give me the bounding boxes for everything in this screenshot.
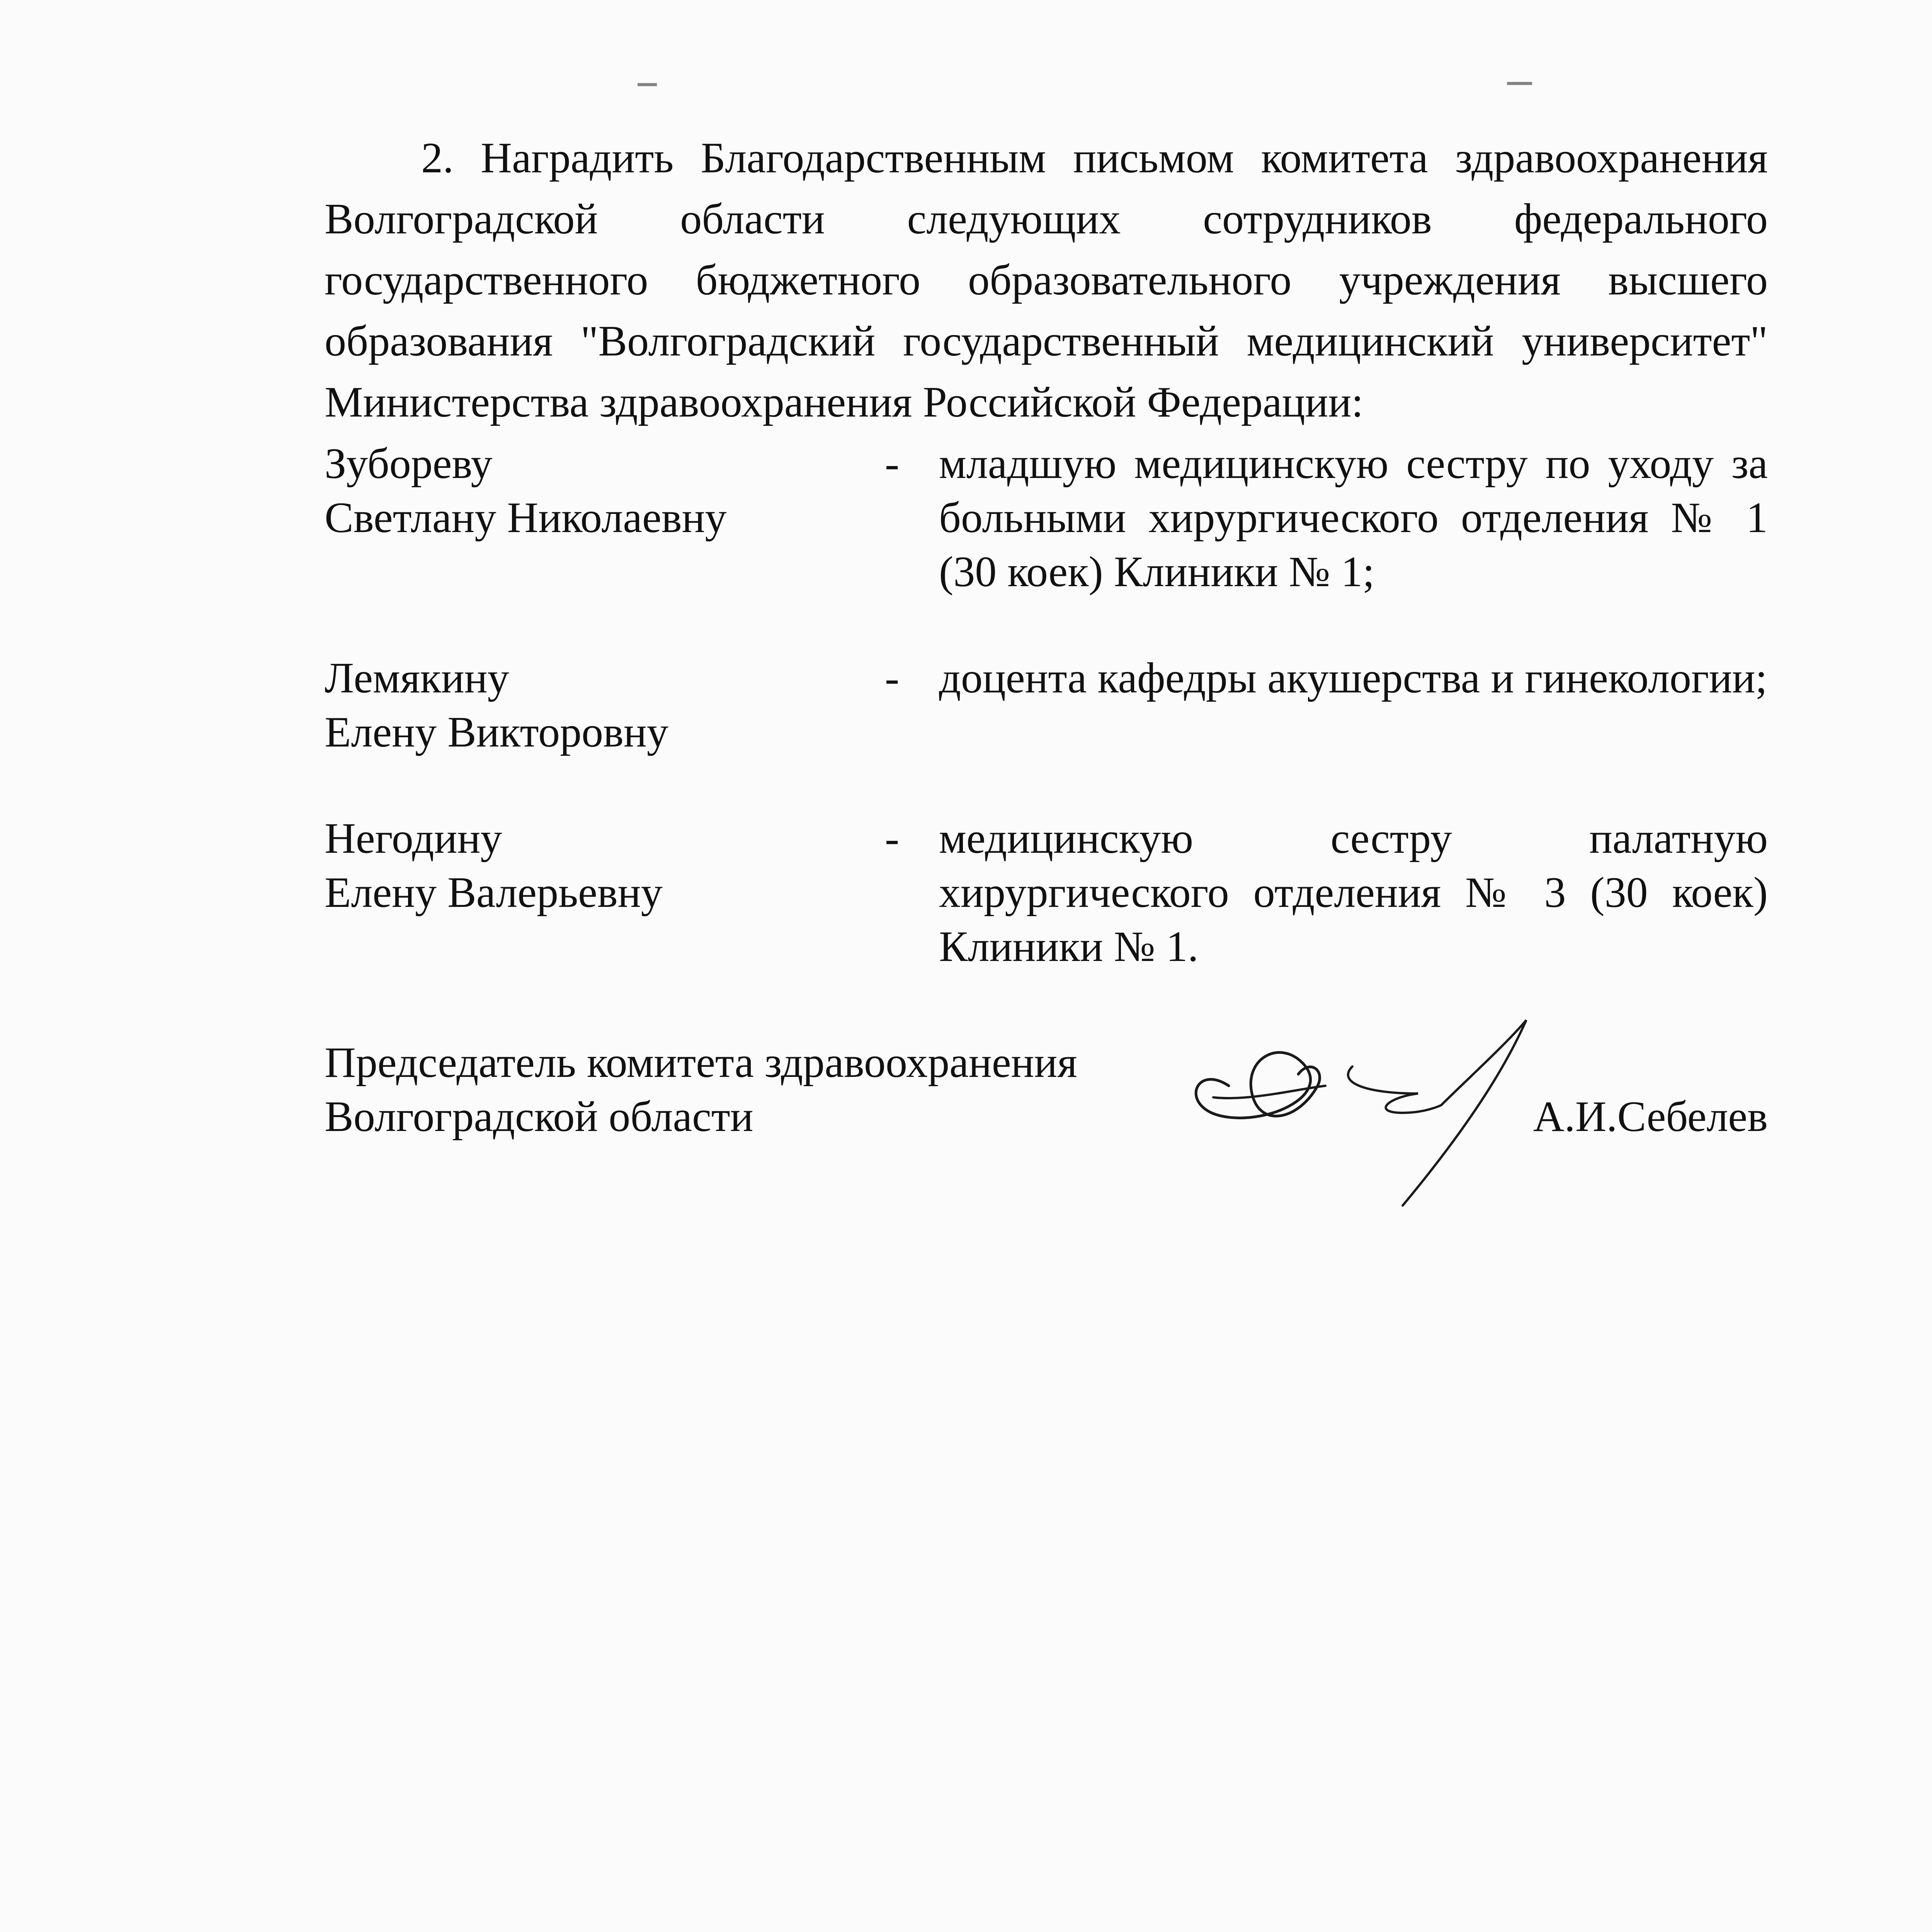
awardee-surname: Зубореву — [325, 440, 493, 488]
awardee-dash: - — [885, 440, 900, 488]
signatory-name: А.И.Себелев — [1533, 1093, 1768, 1141]
awardee-name — [325, 437, 827, 599]
awardee-name — [325, 811, 827, 974]
signatory-title-line: Волгоградской области — [325, 1093, 753, 1141]
awardee-dash: - — [885, 654, 900, 702]
awardee-row — [325, 437, 1768, 599]
awardee-position: доцента кафедры акушерства и гинекологии; — [939, 654, 1767, 702]
awardee-position: медицинскую сестру палатную хирургического отделения № 3 (30 коек) Клиники № 1. — [939, 815, 1768, 971]
awardee-name — [325, 651, 827, 759]
awardee-row — [325, 811, 1768, 974]
awardee-given-names: Елену Валерьевну — [325, 869, 663, 917]
scan-artifact — [638, 83, 657, 86]
awardee-row — [325, 651, 1768, 759]
signature-block — [325, 1036, 1768, 1144]
awardee-given-names: Светлану Николаевну — [325, 494, 727, 542]
scan-artifact — [1507, 82, 1532, 85]
awardee-surname: Негодину — [325, 815, 502, 862]
awardee-dash: - — [885, 815, 900, 862]
awardee-list — [325, 437, 1768, 1026]
awardee-position: младшую медицинскую сестру по уходу за больными хирургического отделения № 1 (30 коек) Клиники № 1; — [939, 440, 1768, 596]
award-paragraph: 2. Наградить Благодарственным письмом комитета здравоохранения Волгоградской области следующих сотрудников федерального государственного бюджетного образовательного учреждения высшего образования "Волгоградский государственный медицинский университет" Министерства здравоохранения Российской Федерации: — [325, 134, 1768, 426]
awardee-given-names: Елену Викторовну — [325, 708, 668, 756]
signatory-title-line: Председатель комитета здравоохранения — [325, 1039, 1077, 1087]
awardee-surname: Лемякину — [325, 654, 509, 702]
